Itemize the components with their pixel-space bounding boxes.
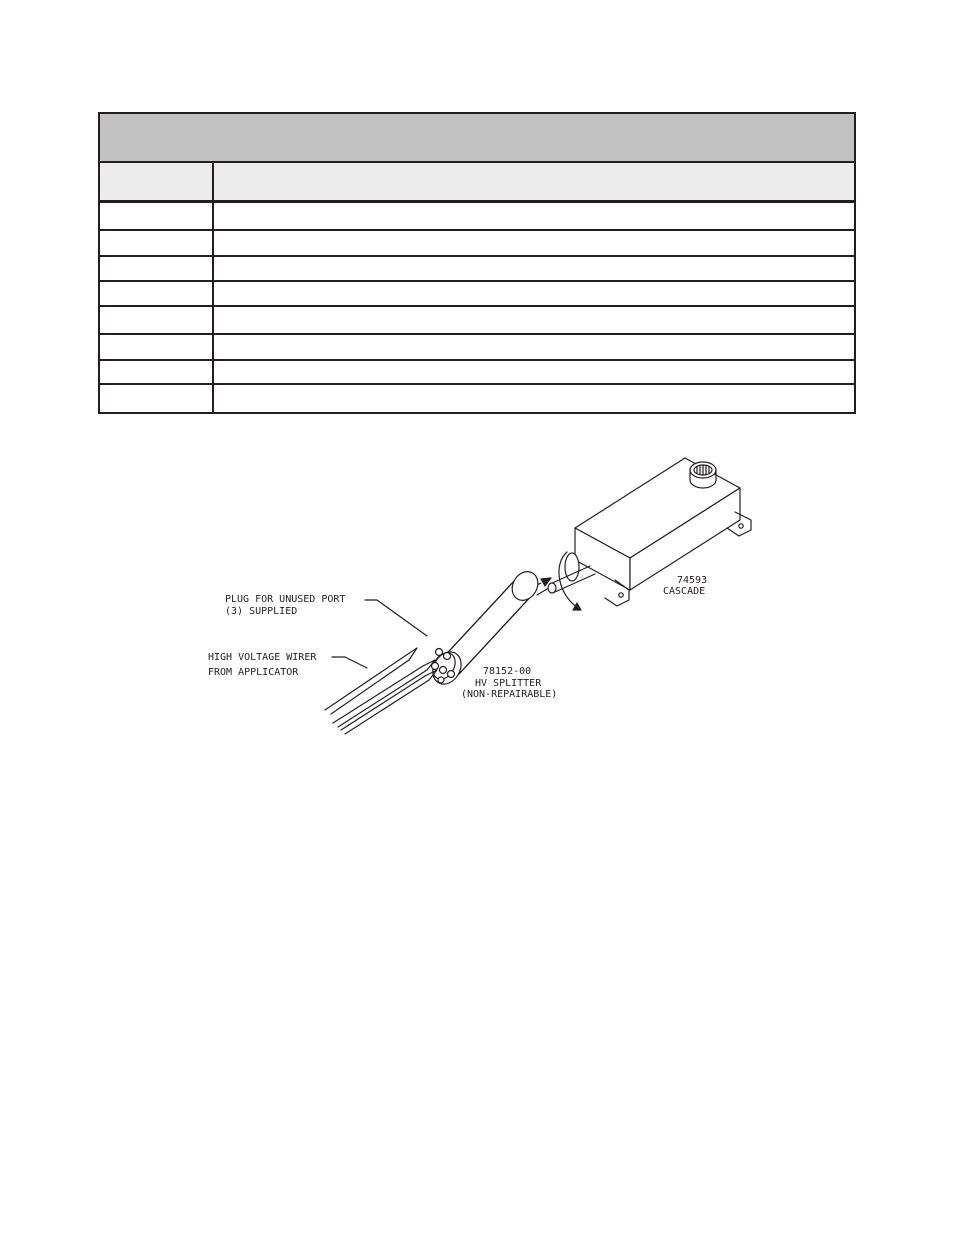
cascade-name: CASCADE [663,586,706,597]
parts-table [98,112,856,414]
plug-label-line1: PLUG FOR UNUSED PORT [225,594,346,605]
splitter-name: HV SPLITTER [475,678,542,689]
table-header-row [100,163,854,203]
leader-lines [332,600,427,668]
wire-label-line1: HIGH VOLTAGE WIRER [208,652,317,663]
table-row-line [100,383,854,385]
splitter-part-number: 78152-00 [483,666,532,677]
table-row-line [100,255,854,257]
table-row-line [100,305,854,307]
table-title-bar [100,114,854,163]
cascade-part-number: 74593 [677,575,708,586]
hv-splitter-cascade-drawing [195,440,785,740]
header-column-divider [212,163,214,200]
cascade-illustration [565,458,751,606]
table-row-line [100,359,854,361]
table-row-line [100,333,854,335]
table-row-line [100,229,854,231]
splitter-note: (NON-REPAIRABLE) [461,689,558,700]
table-row-line [100,280,854,282]
plug-label-line2: (3) SUPPLIED [225,606,298,617]
hv-wires [325,648,437,734]
wire-label-line2: FROM APPLICATOR [208,667,299,678]
